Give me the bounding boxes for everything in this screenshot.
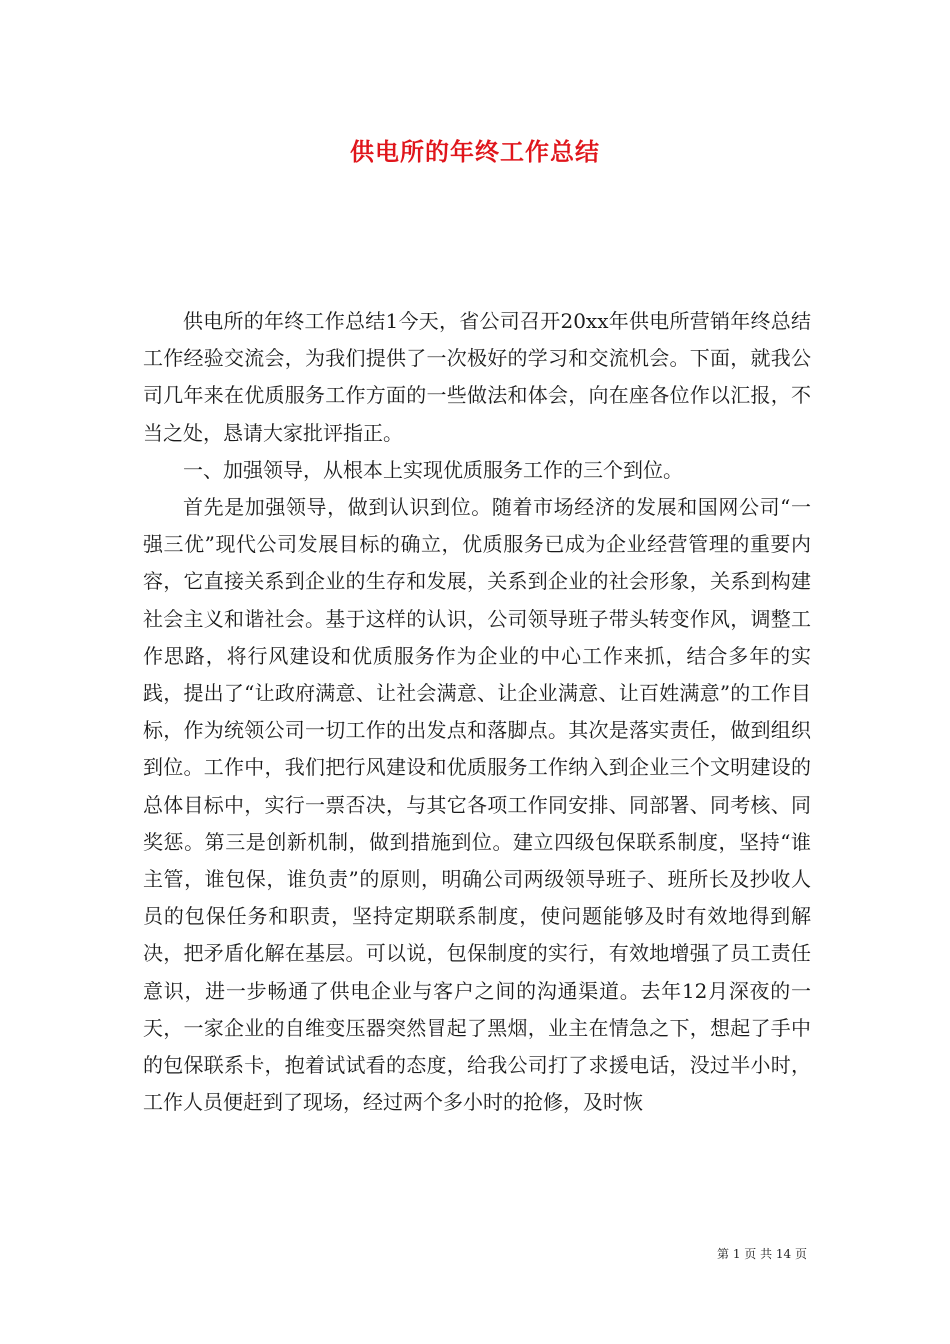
- page-number: 第 1 页 共 14 页: [717, 1247, 807, 1261]
- paragraph-main: 首先是加强领导，做到认识到位。随着市场经济的发展和国网公司“一强三优”现代公司发展目标的确立，优质服务已成为企业经营管理的重要内容，它直接关系到企业的生存和发展，关系到企业的社会形象，关系到构建社会主义和谐社会。基于这样的认识，公司领导班子带头转变作风，调整工作思路，将行风建设和优质服务作为企业的中心工作来抓，结合多年的实践，提出了“让政府满意、让社会满意、让企业满意、让百姓满意”的工作目标，作为统领公司一切工作的出发点和落脚点。其次是落实责任，做到组织到位。工作中，我们把行风建设和优质服务工作纳入到企业三个文明建设的总体目标中，实行一票否决，与其它各项工作同安排、同部署、同考核、同奖惩。第三是创新机制，做到措施到位。建立四级包保联系制度，坚持“谁主管，谁包保，谁负责”的原则，明确公司两级领导班子、班所长及抄收人员的包保任务和职责，坚持定期联系制度，使问题能够及时有效地得到解决，把矛盾化解在基层。可以说，包保制度的实行，有效地增强了员工责任意识，进一步畅通了供电企业与客户之间的沟通渠道。去年12月深夜的一天，一家企业的自维变压器突然冒起了黑烟，业主在情急之下，想起了手中的包保联系卡，抱着试试看的态度，给我公司打了求援电话，没过半小时，工作人员便赶到了现场，经过两个多小时的抢修，及时恢: [143, 495, 811, 1115]
- paragraph-intro: 供电所的年终工作总结1今天，省公司召开20xx年供电所营销年终总结工作经验交流会，为我们提供了一次极好的学习和交流机会。下面，就我公司几年来在优质服务工作方面的一些做法和体会，向在座各位作以汇报，不当之处，恳请大家批评指正。: [143, 309, 811, 445]
- document-body: [143, 303, 811, 1121]
- document-title: 供电所的年终工作总结: [350, 137, 600, 166]
- paragraph-section-heading: 一、加强领导，从根本上实现优质服务工作的三个到位。: [183, 457, 683, 482]
